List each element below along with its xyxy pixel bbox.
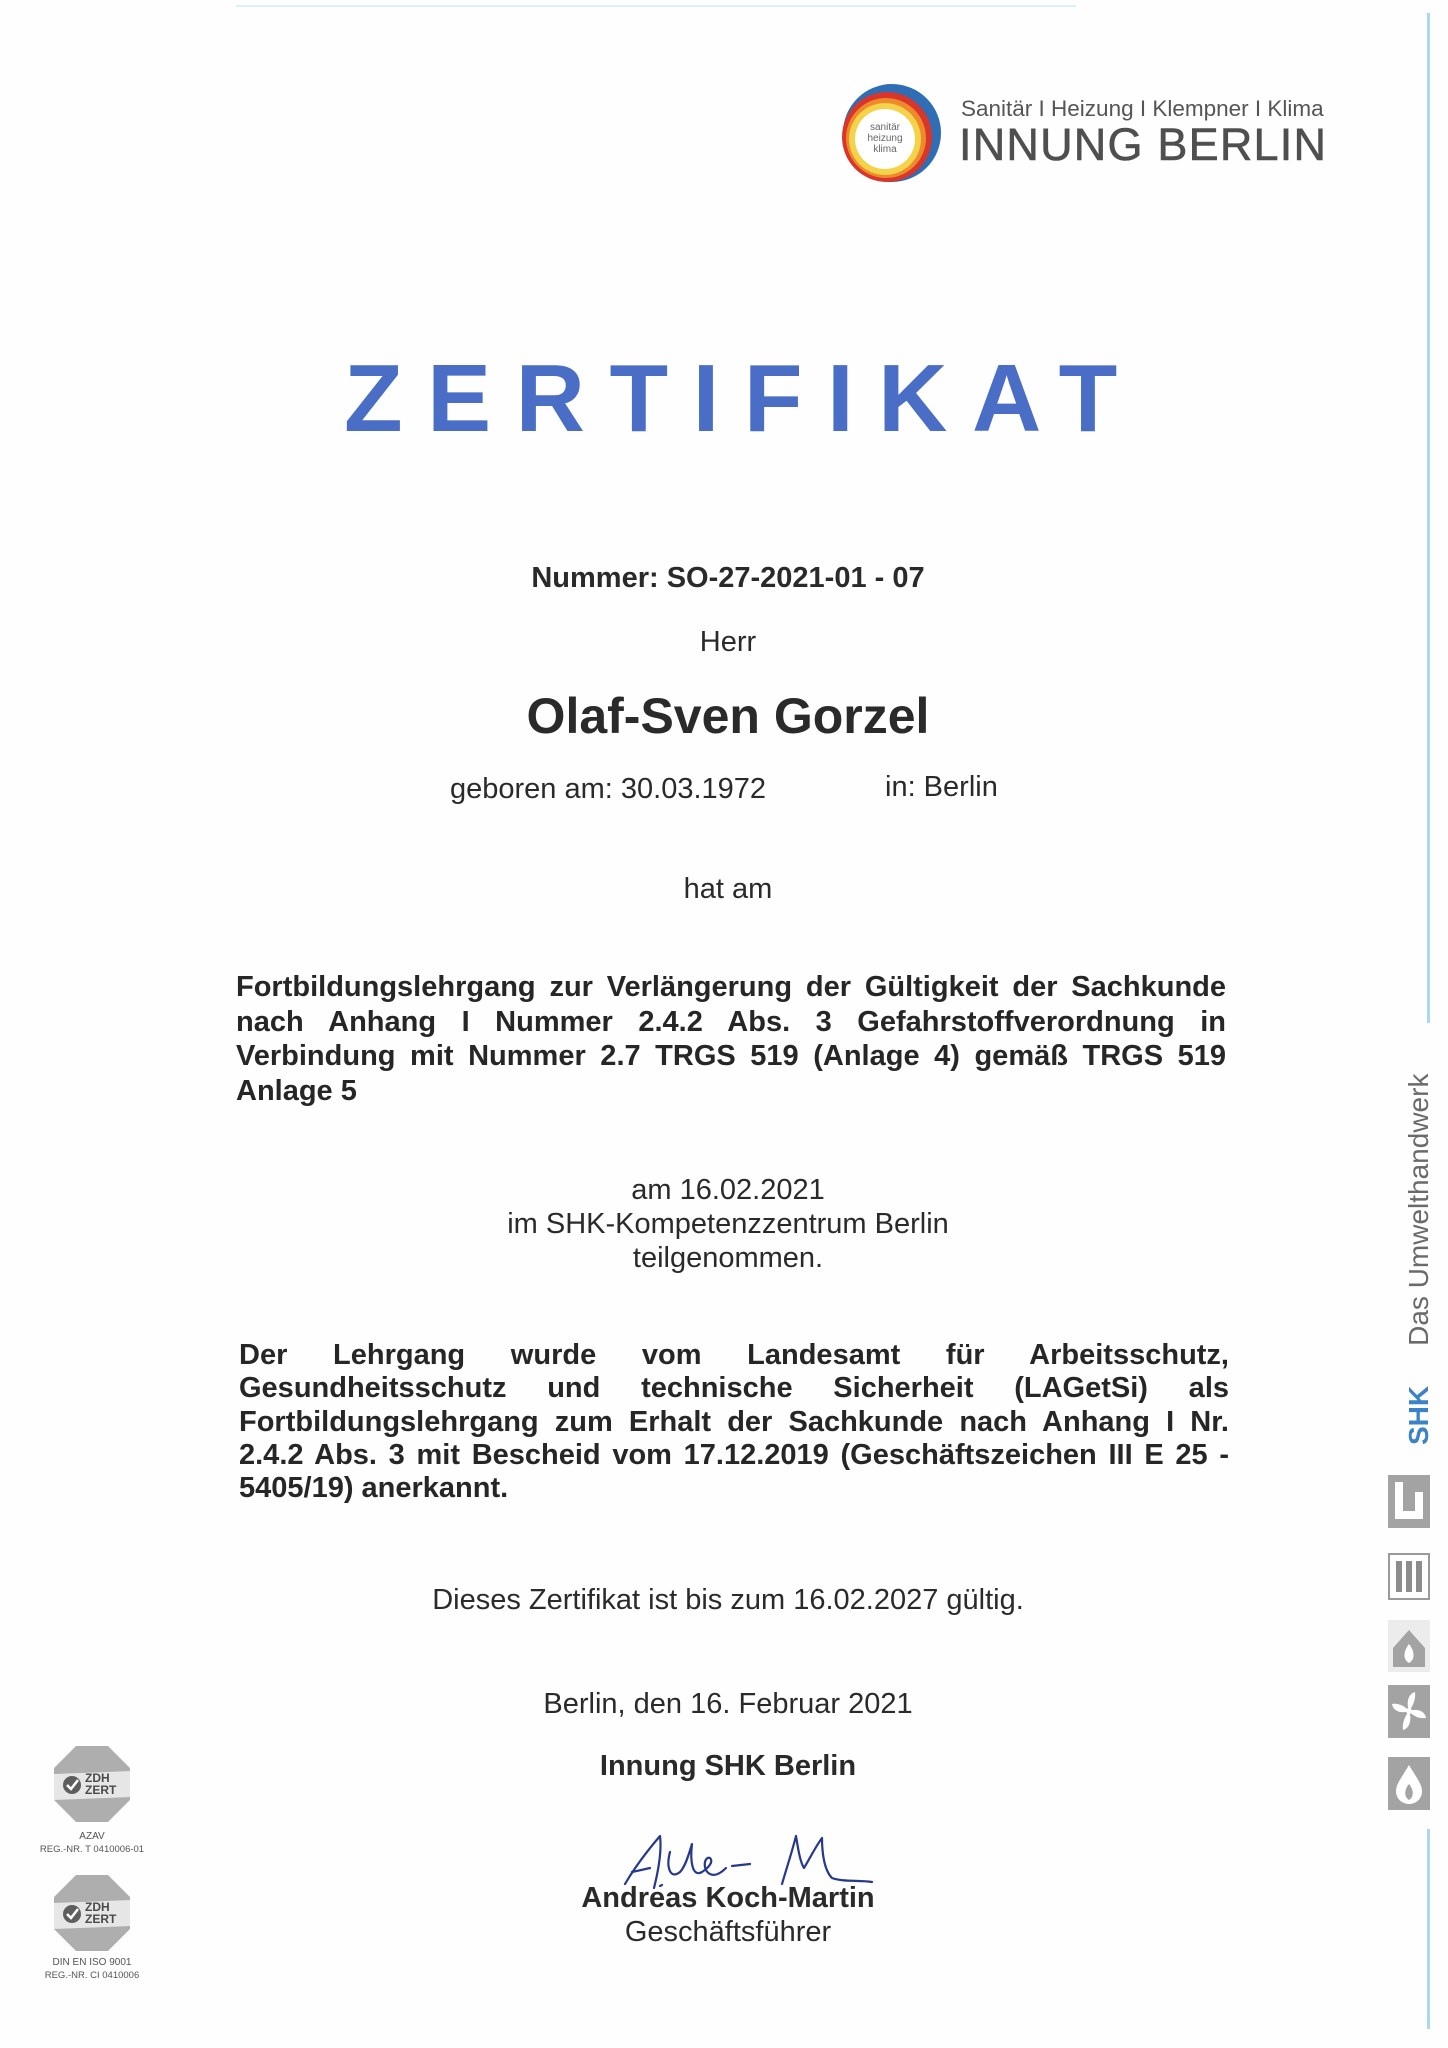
course-line: Verbindung mit Nummer 2.7 TRGS 519 (Anlage 4) gemäß TRGS 519 xyxy=(236,1040,1226,1072)
birth-place: in: Berlin xyxy=(885,771,998,803)
fan-icon xyxy=(1388,1685,1430,1738)
course-line: Anlage 5 xyxy=(236,1074,357,1107)
right-accent-line-top xyxy=(1427,13,1430,1023)
right-accent-line-bottom xyxy=(1427,1829,1430,2029)
vertical-slogan xyxy=(1404,1060,1434,1445)
header-tagline: Sanitär I Heizung I Klempner I Klima xyxy=(961,96,1324,121)
signatory-role: Geschäftsführer xyxy=(624,1916,832,1948)
recognition-line: 5405/19) anerkannt. xyxy=(239,1472,509,1505)
attendance-status: teilgenommen. xyxy=(632,1242,824,1274)
validity-statement: Dieses Zertifikat ist bis zum 16.02.2027 gültig. xyxy=(432,1584,1024,1616)
attendance-location: im SHK-Kompetenzzentrum Berlin xyxy=(507,1208,949,1240)
course-line: nach Anhang I Nummer 2.4.2 Abs. 3 Gefahrstoffverordnung in xyxy=(236,1005,1226,1038)
logo-line-3: klima xyxy=(873,144,897,155)
recognition-line: Gesundheitsschutz und technische Sicherheit (LAGetSi) als xyxy=(239,1372,1229,1405)
top-edge-line xyxy=(236,5,1076,7)
zdh-zert-iso-seal xyxy=(52,1873,132,1953)
slogan-brand: SHK xyxy=(1403,1385,1434,1445)
header-org-name: INNUNG BERLIN xyxy=(959,119,1328,170)
birth-date: geboren am: 30.03.1972 xyxy=(450,773,767,805)
seal-text-bottom: ZERT xyxy=(85,1783,117,1797)
intro-text: hat am xyxy=(683,873,773,905)
attendance-block xyxy=(233,1173,1223,1275)
seal-text-top: ZDH xyxy=(85,1771,110,1785)
salutation: Herr xyxy=(699,626,757,658)
water-flame-icon xyxy=(1388,1757,1430,1810)
course-line: Fortbildungslehrgang zur Verlängerung der Gültigkeit der Sachkunde xyxy=(236,971,1226,1003)
recognition-line: Fortbildungslehrgang zum Erhalt der Sachkunde nach Anhang I Nr. xyxy=(239,1405,1229,1438)
recognition-line: 2.4.2 Abs. 3 mit Bescheid vom 17.12.2019 (Geschäftszeichen III E 25 - xyxy=(239,1438,1229,1471)
certificate-title: ZERTIFIKAT xyxy=(344,345,1142,452)
check-circle-icon xyxy=(63,1905,81,1923)
seal-text-top: ZDH xyxy=(85,1900,110,1914)
innung-logo xyxy=(836,83,942,189)
signatory-name: Andreas Koch-Martin xyxy=(581,1882,875,1914)
course-description xyxy=(236,970,1226,1108)
attendance-date: am 16.02.2021 xyxy=(631,1174,825,1206)
slogan-text: Das Umwelthandwerk xyxy=(1403,1073,1434,1346)
seal-label: AZAV xyxy=(79,1831,105,1842)
check-circle-icon xyxy=(63,1776,81,1794)
house-flame-icon xyxy=(1388,1620,1430,1672)
seal-registration: REG.-NR. T 0410006-01 xyxy=(39,1844,145,1855)
zdh-zert-azav-seal xyxy=(52,1744,132,1824)
pipes-icon xyxy=(1388,1553,1430,1600)
recognition-statement xyxy=(239,1339,1229,1505)
place-date: Berlin, den 16. Februar 2021 xyxy=(543,1688,913,1720)
recognition-line: Der Lehrgang wurde vom Landesamt für Arbeitsschutz, xyxy=(239,1339,1229,1371)
logo-line-1: sanitär xyxy=(869,122,901,133)
shk-u-icon xyxy=(1388,1475,1430,1528)
certificate-number: Nummer: SO-27-2021-01 - 07 xyxy=(531,562,925,594)
issuer-name: Innung SHK Berlin xyxy=(599,1750,857,1782)
seal-registration: REG.-NR. CI 0410006 xyxy=(44,1970,140,1981)
logo-line-2: heizung xyxy=(867,133,903,144)
recipient-name: Olaf-Sven Gorzel xyxy=(526,688,930,744)
seal-label: DIN EN ISO 9001 xyxy=(52,1957,132,1968)
seal-text-bottom: ZERT xyxy=(85,1912,117,1926)
